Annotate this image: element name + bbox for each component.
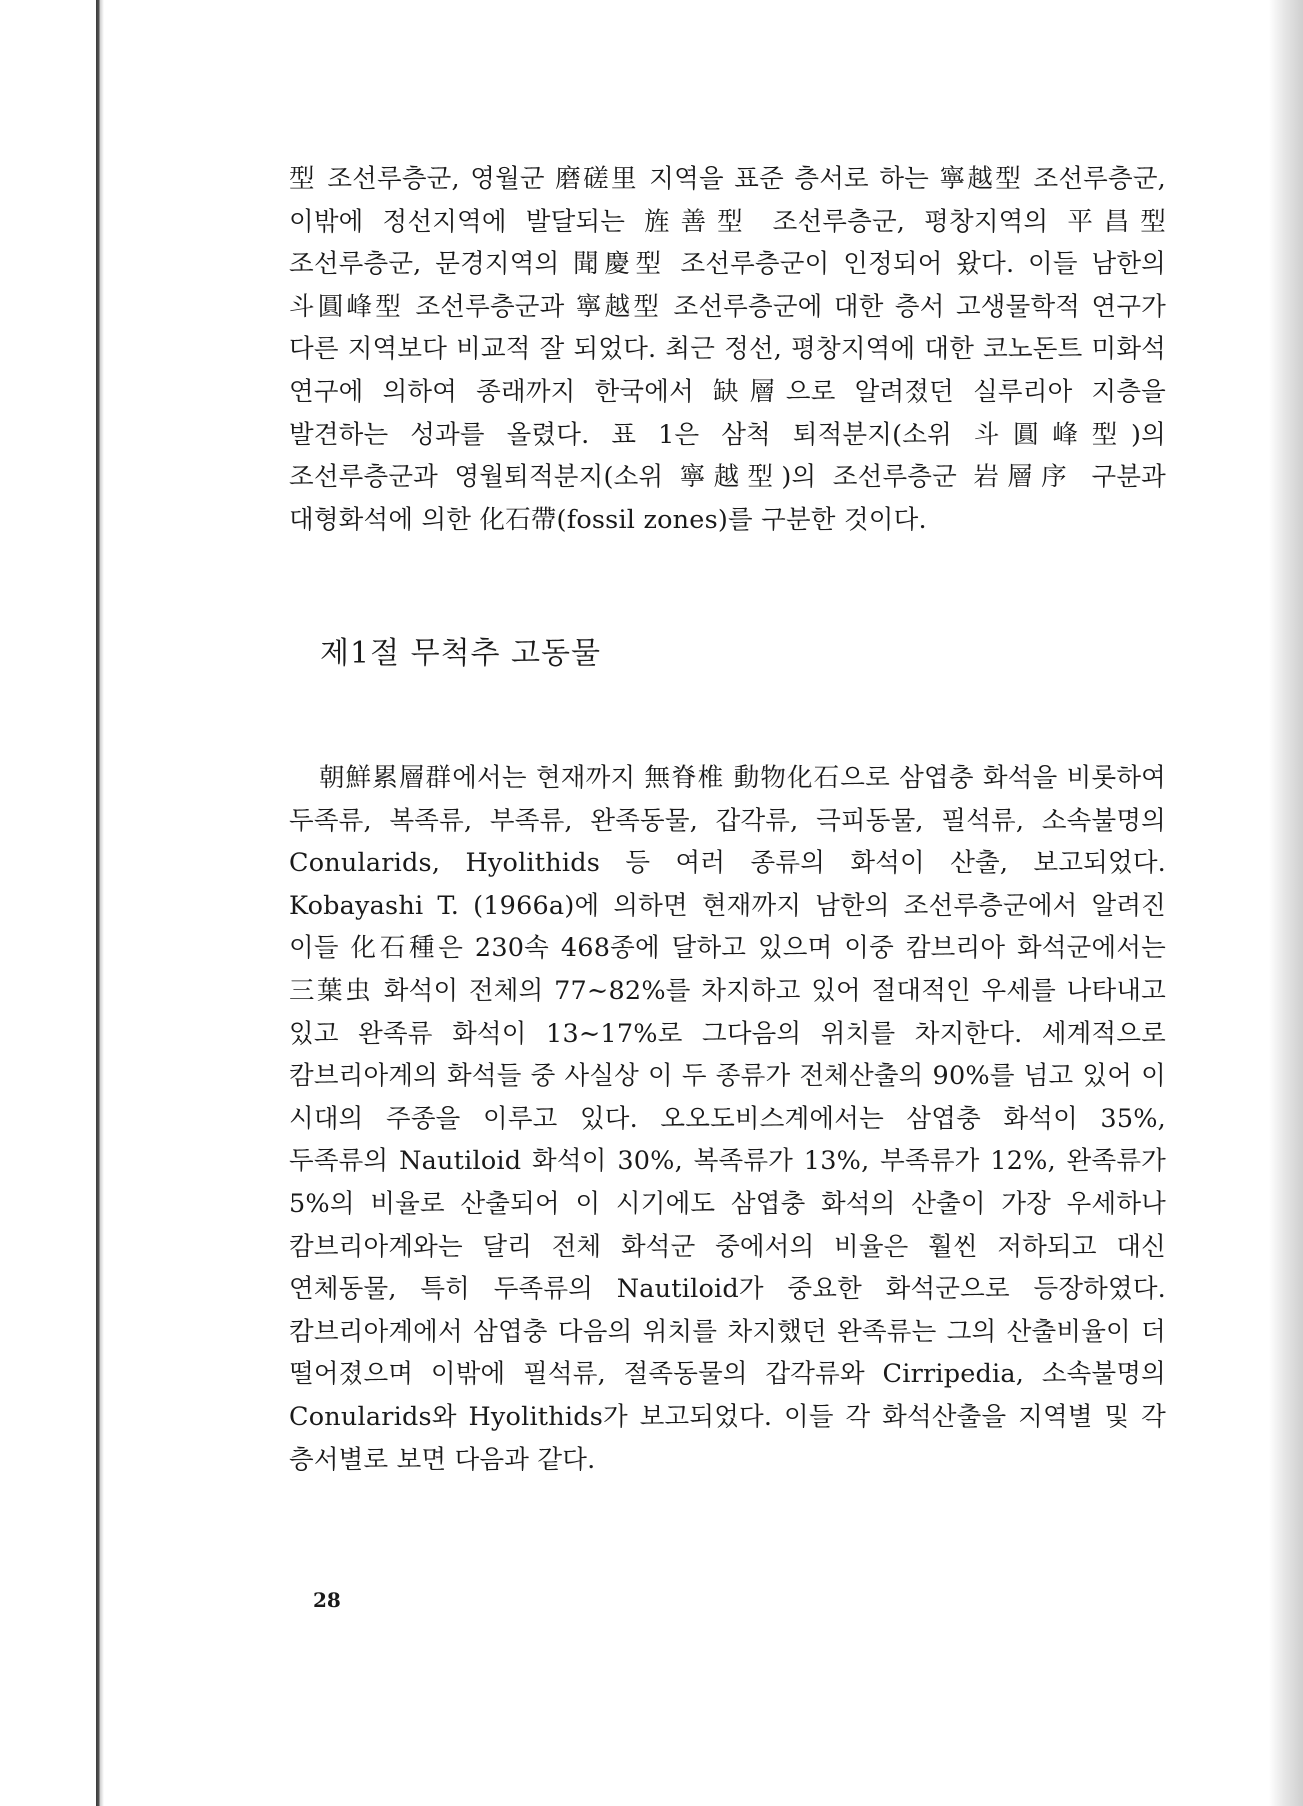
page-number: 28 xyxy=(313,1588,341,1612)
paragraph-main: 朝鮮累層群에서는 현재까지 無脊椎 動物化石으로 삼엽충 화석을 비롯하여 두족류, 복족류, 부족류, 완족동물, 갑각류, 극피동물, 필석류, 소속불명의 Conularids, Hyolithids 등 여러 종류의 화석이 산출, 보고되었다. Kobayashi T. (1966a)에 의하면 현재까지 남한의 조선루층군에서 알려진 이들 化石種은 230속 468종에 달하고 있으며 이중 캄브리아 화석군에서는 三葉虫 화석이 전체의 77∼82%를 차지하고 있어 절대적인 우세를 나타내고 있고 완족류 화석이 13∼17%로 그다음의 위치를 차지한다. 세계적으로 캄브리아계의 화석들 중 사실상 이 두 종류가 전체산출의 90%를 넘고 있어 이 시대의 주종을 이루고 있다. 오오도비스계에서는 삼엽충 화석이 35%, 두족류의 Nautiloid 화석이 30%, 복족류가 13%, 부족류가 12%, 완족류가 5%의 비율로 산출되어 이 시기에도 삼엽충 화석의 산출이 가장 우세하나 캄브리아계와는 달리 전체 화석군 중에서의 비율은 훨씬 저하되고 대신 연체동물, 특히 두족류의 Nautiloid가 중요한 화석군으로 등장하였다. 캄브리아계에서 삼엽충 다음의 위치를 차지했던 완족류는 그의 산출비율이 더 떨어졌으며 이밖에 필석류, 절족동물의 갑각류와 Cirripedia, 소속불명의 Conularids와 Hyolithids가 보고되었다. 이들 각 화석산출을 지역별 및 각 층서별로 보면 다음과 같다. xyxy=(289,763,1166,1475)
page-right-shadow xyxy=(1269,0,1303,1806)
page-left-edge xyxy=(96,0,104,1806)
section-heading: 제1절 무척추 고동물 xyxy=(320,636,601,671)
paragraph-top: 型 조선루층군, 영월군 磨磋里 지역을 표준 층서로 하는 寧越型 조선루층군, 이밖에 정선지역에 발달되는 旌善型 조선루층군, 평창지역의 平昌型 조선루층군, 문경지역의 聞慶型 조선루층군이 인정되어 왔다. 이들 남한의 斗圓峰型 조선루층군과 寧越型 조선루층군에 대한 층서 고생물학적 연구가 다른 지역보다 비교적 잘 되었다. 최근 정선, 평창지역에 대한 코노돈트 미화석 연구에 의하여 종래까지 한국에서 缺層으로 알려졌던 실루리아 지층을 발견하는 성과를 올렸다. 표 1은 삼척 퇴적분지(소위 斗圓峰型)의 조선루층군과 영월퇴적분지(소위 寧越型)의 조선루층군 岩層序 구분과 대형화석에 의한 化石帶(fossil zones)를 구분한 것이다. xyxy=(289,164,1166,535)
